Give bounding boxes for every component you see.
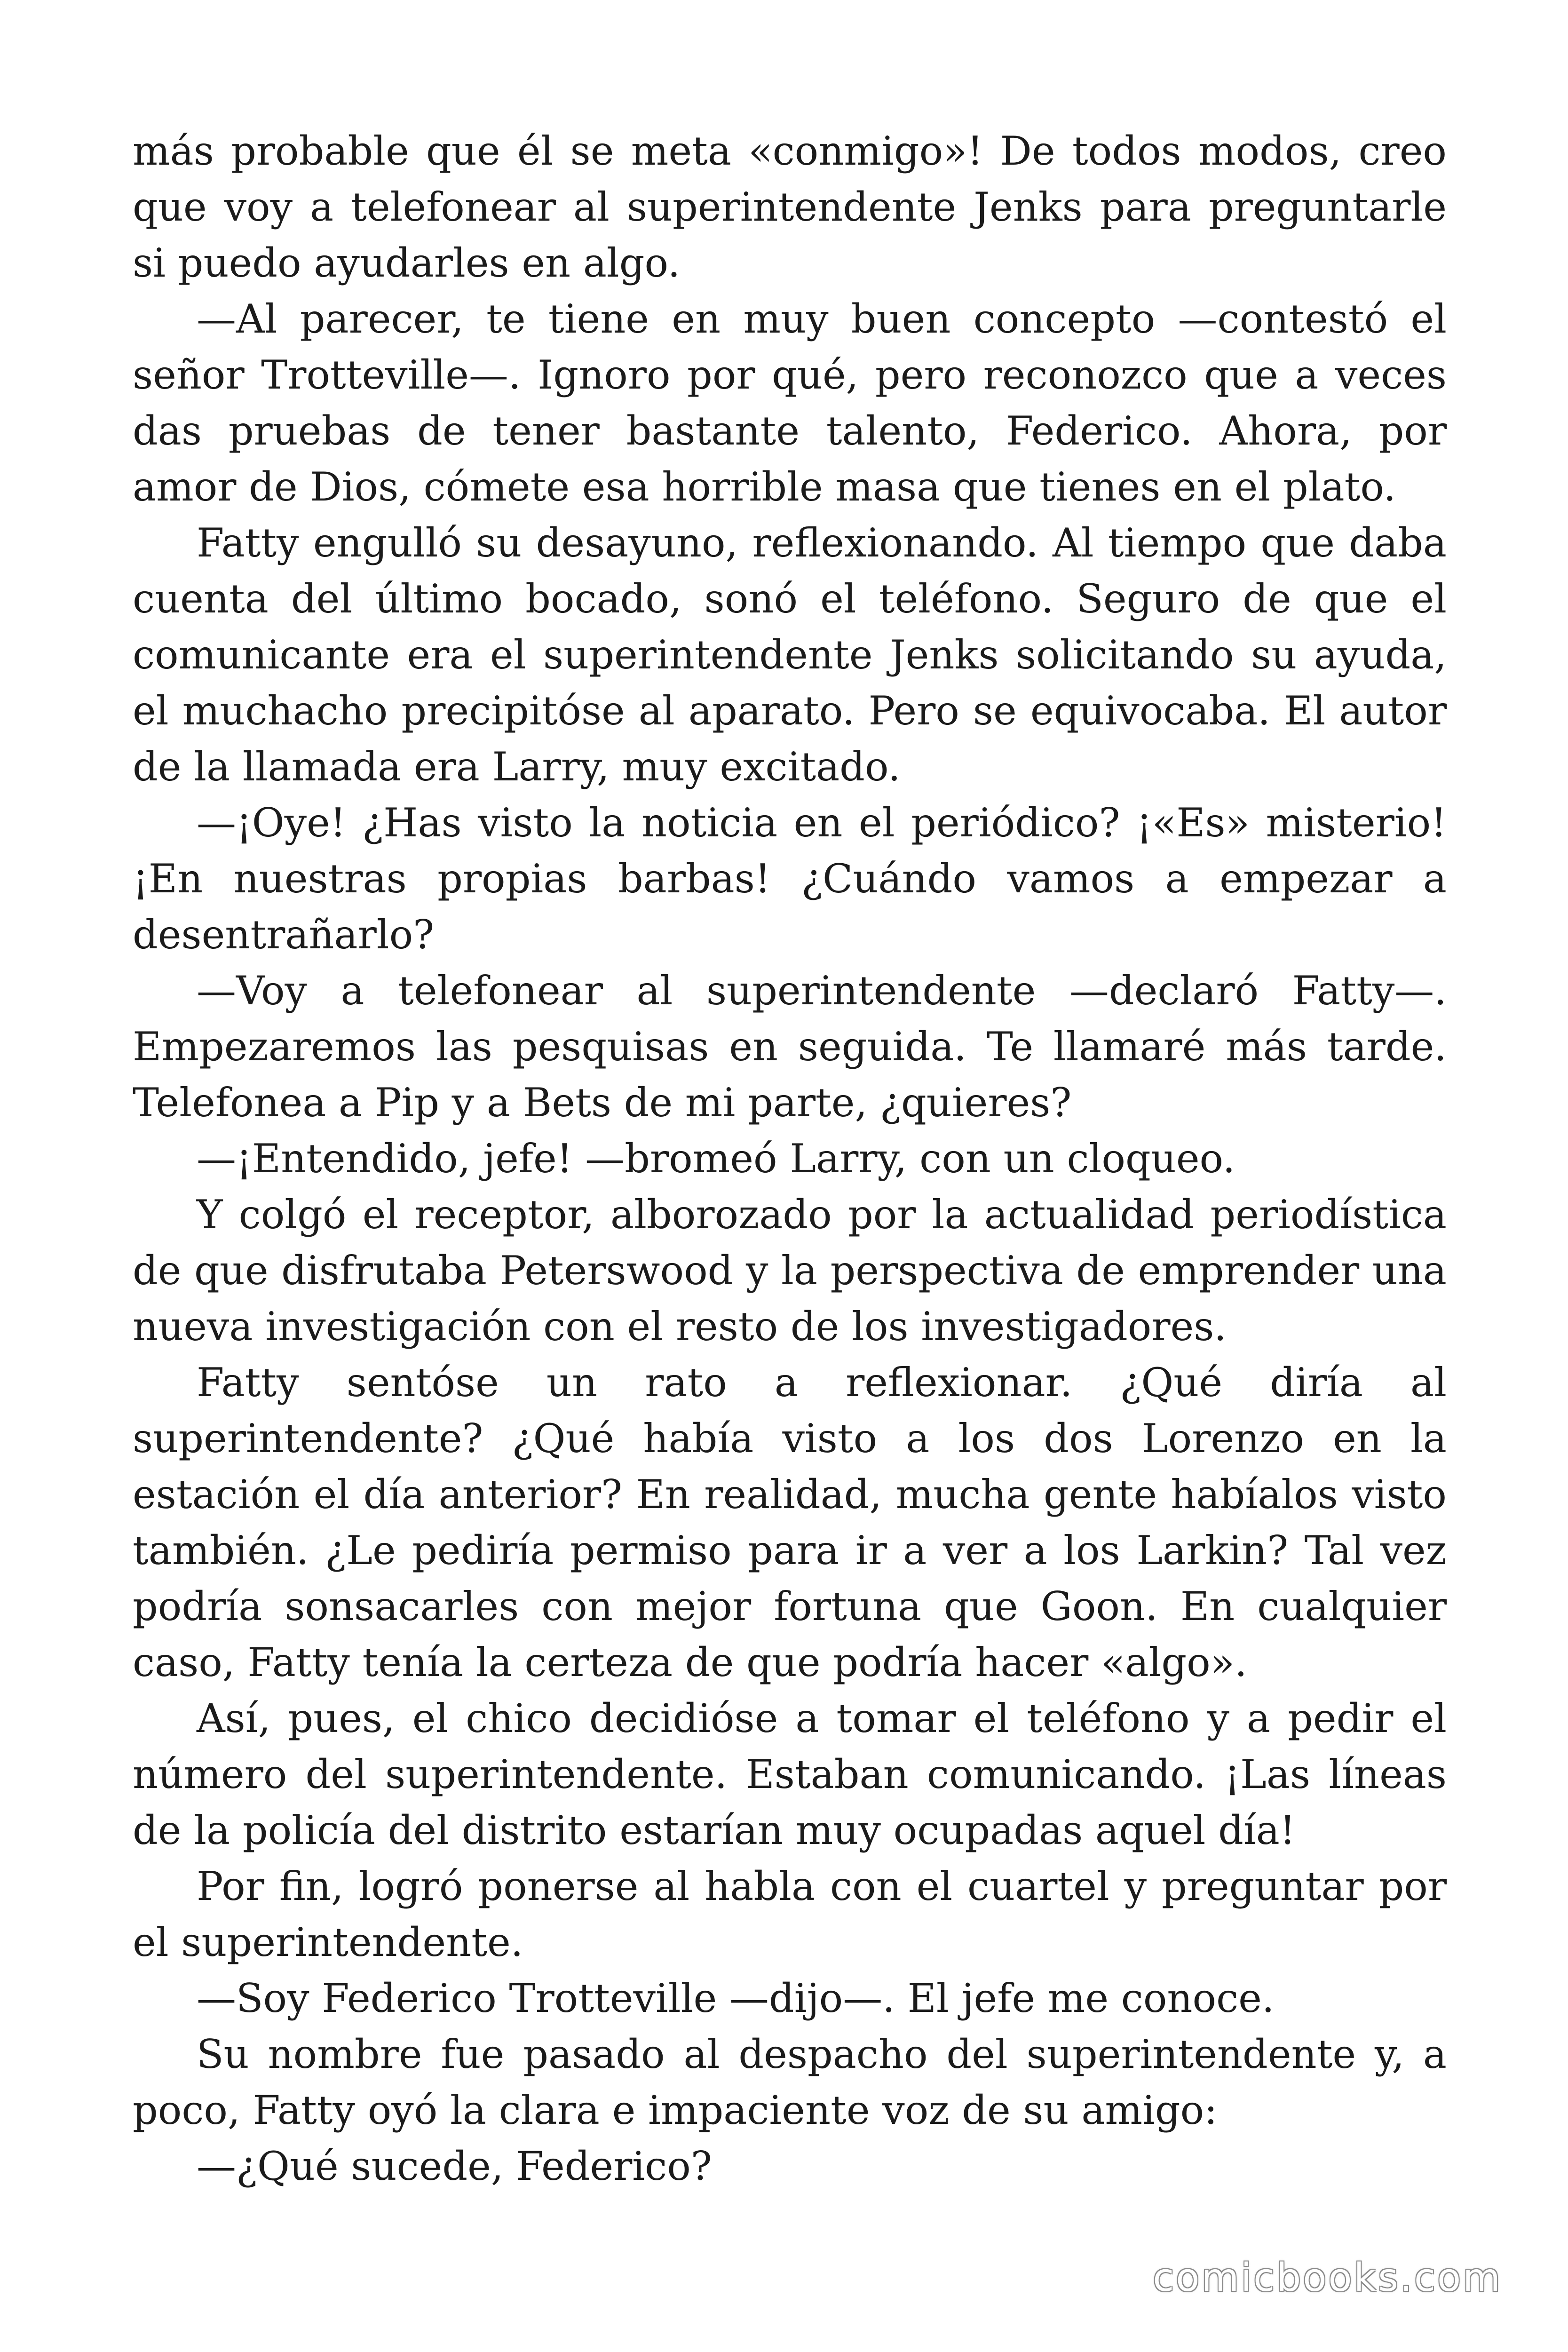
paragraph-6: —¡Entendido, jefe! —bromeó Larry, con un cloqueo. bbox=[197, 1136, 1235, 1182]
paragraph-12: Su nombre fue pasado al despacho del superintendente y, a poco, Fatty oyó la clara e impaciente voz de su amigo: bbox=[133, 2031, 1447, 2133]
paragraph-13: —¿Qué sucede, Federico? bbox=[197, 2143, 712, 2189]
paragraph-3: Fatty engulló su desayuno, reflexionando. Al tiempo que daba cuenta del último bocado, sonó el teléfono. Seguro de que el comunicante era el superintendente Jenks solicitando su ayuda, el muchacho precipitóse al aparato. Pero se equivocaba. El autor de la llamada era Larry, muy excitado. bbox=[133, 520, 1447, 790]
paragraph-2: —Al parecer, te tiene en muy buen concepto —contestó el señor Trotteville—. Ignoro por qué, pero reconozco que a veces das pruebas de tener bastante talento, Federico. Ahora, por amor de Dios, cómete esa horrible masa que tienes en el plato. bbox=[133, 296, 1447, 510]
paragraph-8: Fatty sentóse un rato a reflexionar. ¿Qué diría al superintendente? ¿Qué había visto a los dos Lorenzo en la estación el día anterior? En realidad, mucha gente habíalos visto también. ¿Le pediría permiso para ir a ver a los Larkin? Tal vez podría sonsacarles con mejor fortuna que Goon. En cualquier caso, Fatty tenía la certeza de que podría hacer «algo». bbox=[133, 1359, 1447, 1685]
paragraph-10: Por fin, logró ponerse al habla con el cuartel y preguntar por el superintendente. bbox=[133, 1863, 1447, 1965]
paragraph-1: más probable que él se meta «conmigo»! De todos modos, creo que voy a telefonear al superintendente Jenks para preguntarle si puedo ayudarles en algo. bbox=[133, 128, 1447, 286]
paragraph-11: —Soy Federico Trotteville —dijo—. El jefe me conoce. bbox=[197, 1975, 1275, 2021]
watermark: comicbooks.com bbox=[1153, 2256, 1502, 2300]
paragraph-9: Así, pues, el chico decidióse a tomar el teléfono y a pedir el número del superintendente. Estaban comunicando. ¡Las líneas de la policía del distrito estarían muy ocupadas aquel día! bbox=[133, 1695, 1447, 1853]
paragraph-7: Y colgó el receptor, alborozado por la actualidad periodística de que disfrutaba Peterswood y la perspectiva de emprender una nueva investigación con el resto de los investigadores. bbox=[133, 1192, 1447, 1350]
paragraph-4: —¡Oye! ¿Has visto la noticia en el periódico? ¡«Es» misterio! ¡En nuestras propias barbas! ¿Cuándo vamos a empezar a desentrañarlo? bbox=[133, 800, 1447, 958]
page-body bbox=[133, 123, 1447, 2194]
paragraph-5: —Voy a telefonear al superintendente —declaró Fatty—. Empezaremos las pesquisas en seguida. Te llamaré más tarde. Telefonea a Pip y a Bets de mi parte, ¿quieres? bbox=[133, 968, 1447, 1126]
